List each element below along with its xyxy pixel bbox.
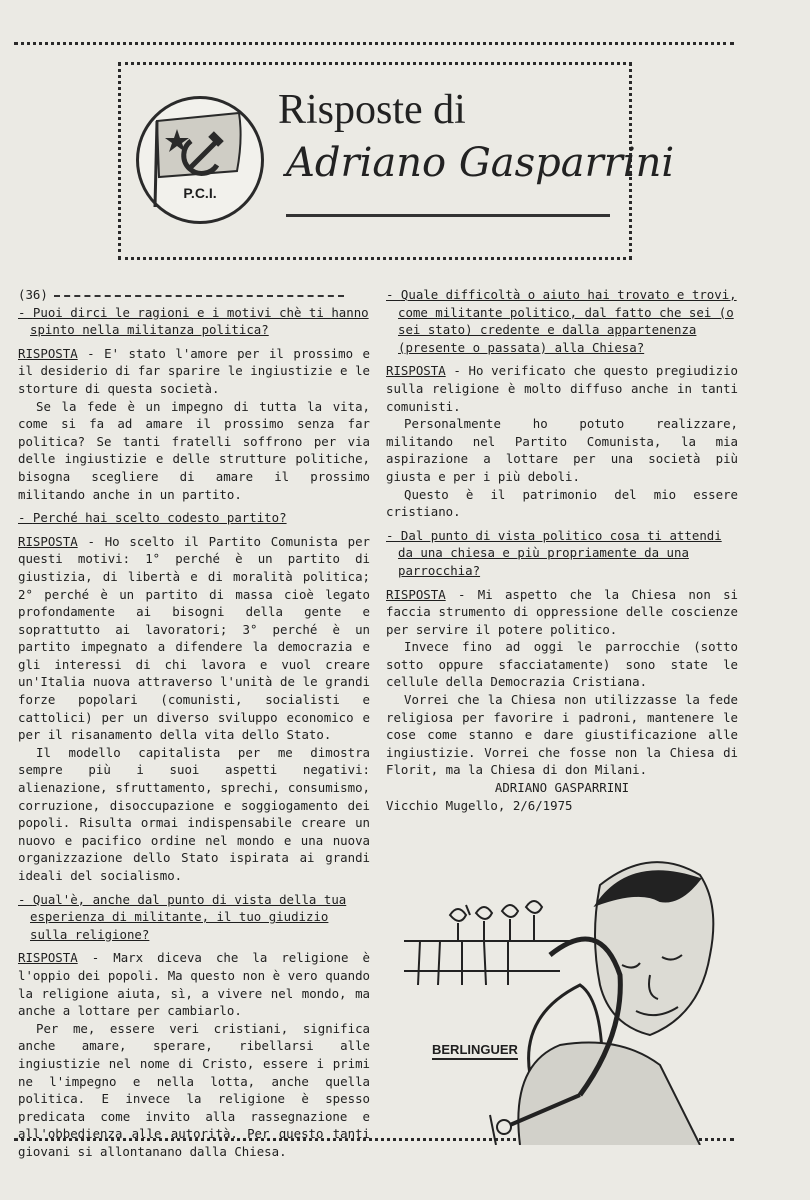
answer-label: RISPOSTA xyxy=(18,345,78,361)
answer-5-paragraph-2: Invece fino ad oggi le parrocchie (sotto sotto oppure sfacciatamente) sono state le cellule della Democrazia Cristiana. xyxy=(386,639,738,690)
answer-3-paragraph-2: Per me, essere veri cristiani, significa anche amare, sperare, ribellarsi alle ingiustizie nel nome di Cristo, essere i primi ne l'impegno e nella lotta, anche quella politica. E invece la religione è spesso predicata come invito alla rassegnazione e all'obbedienza alle autorità. Per questo tanti giovani si allontanano dalla Chiesa. xyxy=(18,1020,370,1159)
answer-4 xyxy=(386,362,738,415)
question-1: - Puoi dirci le ragioni e i motivi chè ti hanno spinto nella militanza politica? xyxy=(18,304,370,339)
issue-number-line xyxy=(18,286,370,304)
answer-3-text: - Marx diceva che la religione è l'oppio dei popoli. Ma questo non è vero quando la religione aiuta, sì, a vivere nel mondo, ma anche a lottare per cambiarlo. xyxy=(18,950,370,1019)
issue-number: (36) xyxy=(18,287,48,302)
question-4: - Quale difficoltà o aiuto hai trovato e trovi, come militante politico, dal fatto che sei (o sei stato) credente e dalla appartenenza (presente o passata) alla Chiesa? xyxy=(386,286,738,356)
signature: ADRIANO GASPARRINI xyxy=(494,780,630,796)
question-3: - Qual'è, anche dal punto di vista della tua esperienza di militante, il tuo giudizio sulla religione? xyxy=(18,891,370,944)
answer-3 xyxy=(18,949,370,1019)
title-line-2: Adriano Gasparrini xyxy=(286,140,675,186)
logo-label: P.C.I. xyxy=(183,185,217,201)
answer-5 xyxy=(386,586,738,639)
answer-label: RISPOSTA xyxy=(386,586,446,602)
title-underline xyxy=(286,214,610,217)
pci-logo xyxy=(136,96,264,224)
answer-1 xyxy=(18,345,370,398)
question-2: - Perché hai scelto codesto partito? xyxy=(18,509,370,527)
answer-2 xyxy=(18,533,370,744)
answer-1-paragraph-2: Se la fede è un impegno di tutta la vita, come si fa ad amare il prossimo senza far politica? Se tanti fratelli soffrono per via delle ingiustizie e delle strutture politiche, bisogna scegliere di amare il prossimo militando anche in un partito. xyxy=(18,398,370,502)
answer-2-text: - Ho scelto il Partito Comunista per questi motivi: 1° perché è un partito di giustizia, di libertà e di moralità politica; 2° perché è un partito di massa cioè legato profondamente ai bisogni della gente e soprattutto ai lavoratori; 3° perché è un partito impegnato a difendere la democrazia e gli interessi di chi lavora e vuol creare un'Italia nuova attraverso l'unità de le grandi forze popolari (comunisti, socialisti e cattolici) per un diverso sviluppo economico e per il risanamento della vita dello Stato. xyxy=(18,533,370,743)
answer-label: RISPOSTA xyxy=(386,363,446,379)
answer-2-paragraph-2: Il modello capitalista per me dimostra sempre più i suoi aspetti negativi: alienazione, sfruttamento, sprechi, consumismo, corruzione, disoccupazione e soggiogamento dei popoli. Risulta ormai indispensabile creare un nuovo e pacifico ordine nel mondo e una nuova organizzazione dello Stato ispirata ai grandi ideali del socialismo. xyxy=(18,744,370,883)
cartoon-caption: BERLINGUER xyxy=(432,1042,518,1060)
title-line-1: Risposte di xyxy=(278,87,466,133)
dash-rule xyxy=(54,295,344,297)
answer-4-paragraph-2: Personalmente ho potuto realizzare, militando nel Partito Comunista, la mia aspirazione a lottare per una società più giusta e per i più deboli. xyxy=(386,416,738,484)
answer-5-text: - Mi aspetto che la Chiesa non si faccia strumento di oppressione delle coscienze per servire il potere politico. xyxy=(386,586,738,637)
top-dotted-border xyxy=(14,42,734,45)
answer-label: RISPOSTA xyxy=(18,950,78,966)
hammer-sickle-flag-icon xyxy=(139,99,261,221)
question-5: - Dal punto di vista politico cosa ti attendi da una chiesa e più propriamente da una parrocchia? xyxy=(386,527,738,580)
answer-5-paragraph-3: Vorrei che la Chiesa non utilizzasse la fede religiosa per favorire i padroni, mantenere le cose come stanno e dare giustificazione alle ingiustizie. Vorrei che fosse non la Chiesa di Florit, ma la Chiesa di don Milani. xyxy=(386,692,738,778)
answer-label: RISPOSTA xyxy=(18,533,78,549)
left-column xyxy=(18,286,370,1161)
answer-4-text: - Ho verificato che questo pregiudizio sulla religione è molto diffuso anche in tanti comunisti. xyxy=(386,363,738,414)
right-column xyxy=(386,286,738,814)
answer-4-paragraph-3: Questo è il patrimonio del mio essere cristiano. xyxy=(386,486,738,520)
answer-1-text: - E' stato l'amore per il prossimo e il desiderio di far sparire le ingiustizie e le storture di questa società. xyxy=(18,345,370,396)
place-date: Vicchio Mugello, 2/6/1975 xyxy=(386,797,573,813)
berlinguer-caricature xyxy=(400,845,726,1145)
